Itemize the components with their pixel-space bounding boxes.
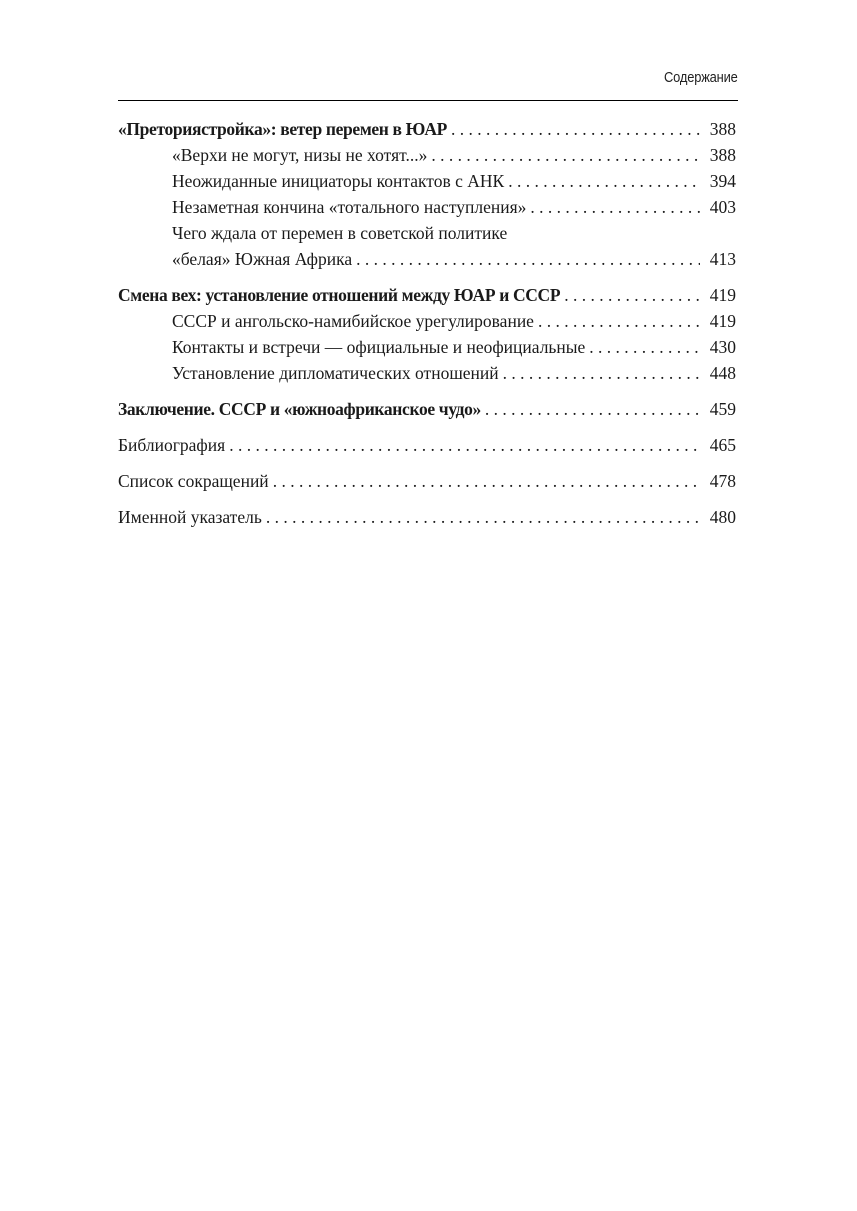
toc-chapter-2: [118, 282, 736, 386]
toc-entry-page: 448: [709, 363, 736, 383]
toc-entry-page: 459: [709, 399, 736, 419]
header-rule: [118, 100, 738, 101]
toc-entry-page: 403: [709, 197, 736, 217]
toc-entry-title: Список сокращений: [118, 471, 269, 491]
toc-entry-page: 388: [709, 145, 736, 165]
running-head: Содержание: [664, 69, 738, 86]
toc-entry-chapter: [118, 116, 736, 142]
dot-leader: [508, 168, 700, 194]
toc-entry-title: Библиография: [118, 435, 226, 455]
toc-entry-page: 419: [709, 311, 736, 331]
toc-entry-title: Установление дипломатических отношений: [172, 363, 499, 383]
toc-entry: [118, 504, 736, 530]
toc-entry-page: 388: [709, 119, 736, 139]
toc-entry-sub: [118, 168, 736, 194]
toc-entry-page: 478: [709, 471, 736, 491]
dot-leader: [564, 282, 700, 308]
toc-entry-page: 394: [709, 171, 736, 191]
dot-leader: [538, 308, 700, 334]
table-of-contents: [118, 116, 736, 540]
toc-entry-sub: [118, 334, 736, 360]
toc-entry-title-line-1: Чего ждала от перемен в советской политике: [172, 223, 508, 243]
toc-entry-title-line-2: «белая» Южная Африка: [172, 249, 353, 269]
toc-entry-sub: [118, 360, 736, 386]
toc-entry-title: СССР и ангольско-намибийское урегулирование: [172, 311, 534, 331]
toc-entry-page: 480: [709, 507, 736, 527]
toc-entry-title: Незаметная кончина «тотального наступления»: [172, 197, 527, 217]
toc-entry: [118, 432, 736, 458]
dot-leader: [485, 396, 700, 422]
toc-entry-title: «Верхи не могут, низы не хотят...»: [172, 145, 428, 165]
dot-leader: [530, 194, 700, 220]
toc-entry-title: Неожиданные инициаторы контактов с АНК: [172, 171, 505, 191]
toc-entry-page: 430: [709, 337, 736, 357]
dot-leader: [356, 246, 700, 272]
toc-entry-title: Смена вех: установление отношений между ЮАР и СССР: [118, 285, 561, 305]
dot-leader: [229, 432, 700, 458]
toc-entry-sub: [118, 142, 736, 168]
dot-leader: [589, 334, 700, 360]
toc-entry-sub: [118, 194, 736, 220]
dot-leader: [451, 116, 700, 142]
toc-conclusion: [118, 396, 736, 422]
toc-entry-title: Контакты и встречи — официальные и неофициальные: [172, 337, 586, 357]
dot-leader: [503, 360, 700, 386]
toc-abbreviations: [118, 468, 736, 494]
toc-entry-page: 419: [709, 285, 736, 305]
toc-entry-sub: [118, 308, 736, 334]
toc-bibliography: [118, 432, 736, 458]
toc-entry-title: Именной указатель: [118, 507, 262, 527]
dot-leader: [273, 468, 700, 494]
toc-entry: [118, 468, 736, 494]
toc-name-index: [118, 504, 736, 530]
toc-entry-page: 413: [709, 249, 736, 269]
toc-entry-chapter: [118, 282, 736, 308]
toc-chapter-1: [118, 116, 736, 272]
dot-leader: [266, 504, 700, 530]
toc-entry-chapter: [118, 396, 736, 422]
toc-entry-page: 465: [709, 435, 736, 455]
toc-entry-title: «Преториястройка»: ветер перемен в ЮАР: [118, 119, 448, 139]
toc-entry-sub: [118, 246, 736, 272]
dot-leader: [431, 142, 700, 168]
toc-entry-title: Заключение. СССР и «южноафриканское чудо»: [118, 399, 481, 419]
